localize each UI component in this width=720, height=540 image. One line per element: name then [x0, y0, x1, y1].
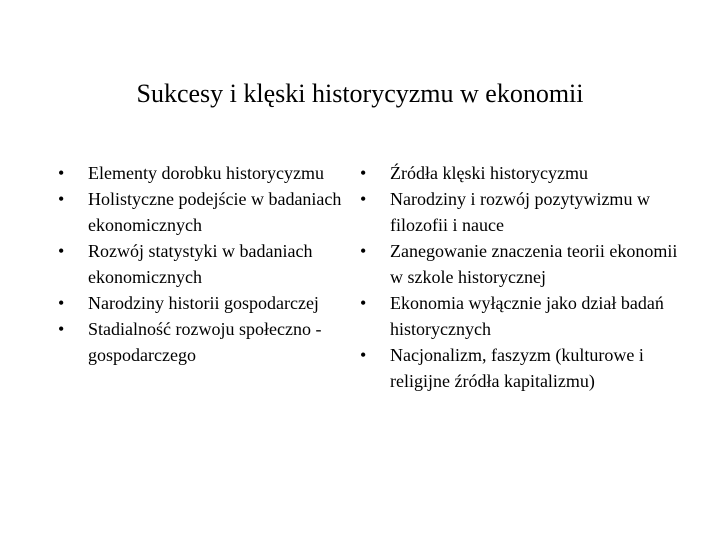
list-item: • Źródła klęski historycyzmu	[360, 160, 680, 186]
list-item: • Stadialność rozwoju społeczno - gospodarczego	[58, 316, 358, 368]
slide-title: Sukcesy i klęski historycyzmu w ekonomii	[136, 79, 584, 108]
list-item: • Zanegowanie znaczenia teorii ekonomii w szkole historycznej	[360, 238, 680, 290]
list-item: • Nacjonalizm, faszyzm (kulturowe i religijne źródła kapitalizmu)	[360, 342, 680, 394]
right-bullet-list	[360, 160, 680, 394]
list-item: • Ekonomia wyłącznie jako dział badań historycznych	[360, 290, 680, 342]
list-item: • Elementy dorobku historycyzmu	[58, 160, 358, 186]
list-item: • Narodziny i rozwój pozytywizmu w filozofii i nauce	[360, 186, 680, 238]
list-item: • Rozwój statystyki w badaniach ekonomicznych	[58, 238, 358, 290]
list-item: • Holistyczne podejście w badaniach ekonomicznych	[58, 186, 358, 238]
list-item: • Narodziny historii gospodarczej	[58, 290, 358, 316]
left-bullet-list	[58, 160, 358, 368]
